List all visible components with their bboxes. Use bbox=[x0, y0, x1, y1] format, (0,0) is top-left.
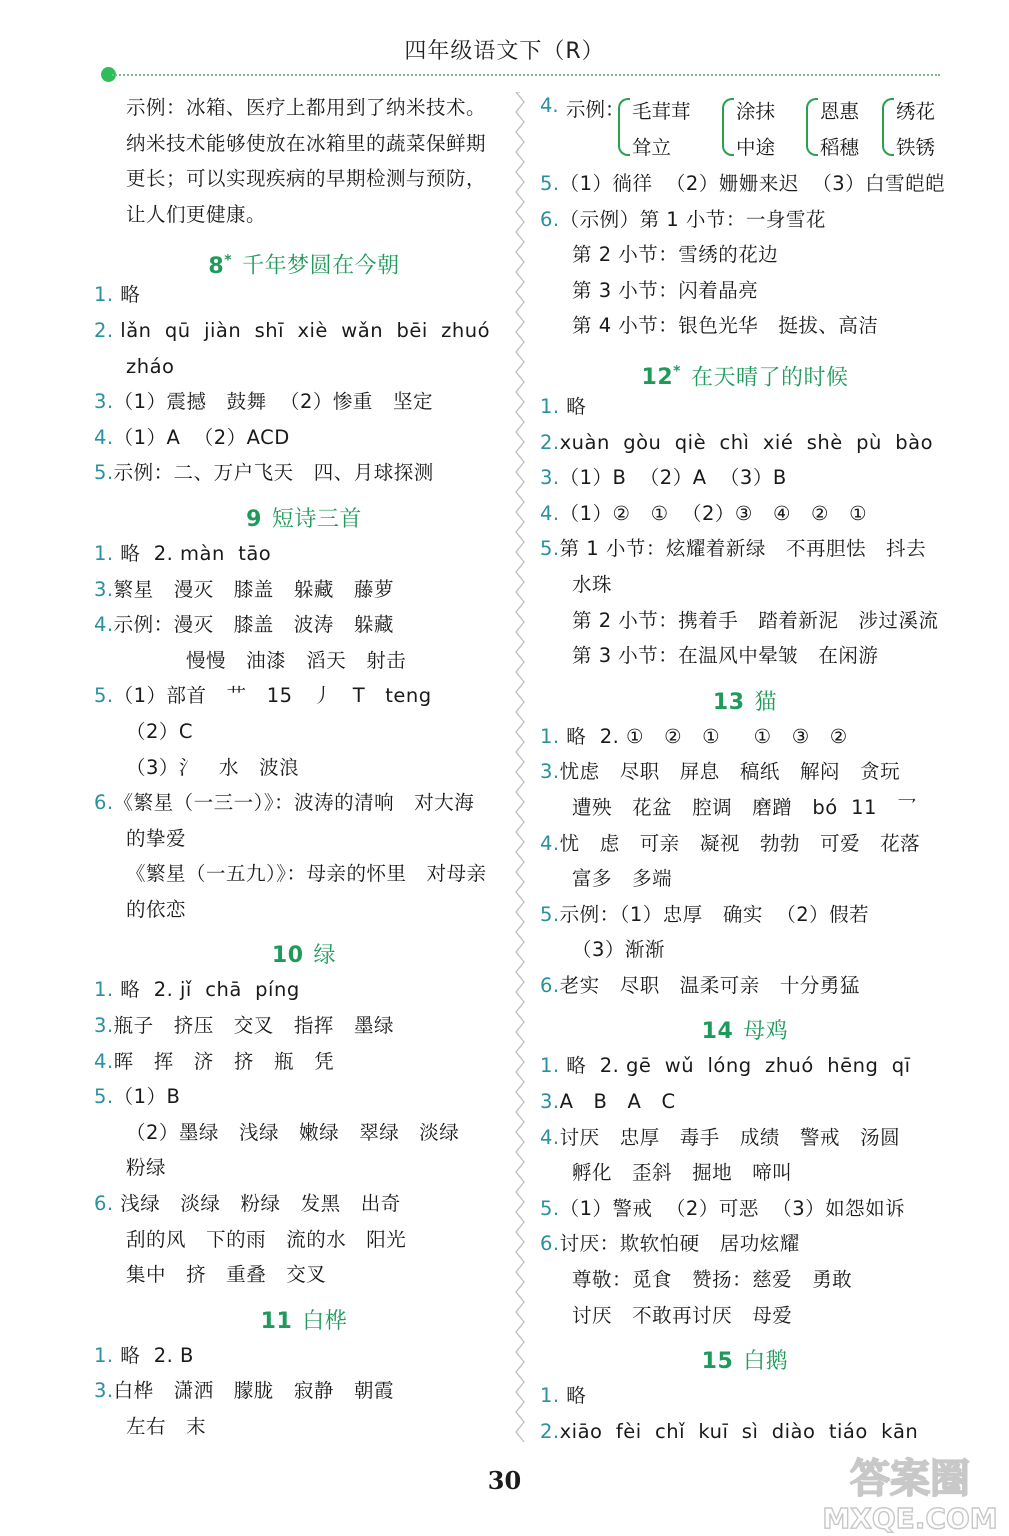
answer-line bbox=[94, 750, 514, 786]
section-heading bbox=[94, 927, 514, 972]
question-number: 6. bbox=[540, 973, 560, 997]
question-number: 3. bbox=[94, 390, 114, 414]
answer-line bbox=[94, 1373, 514, 1409]
answer-text: （示例）第 1 小节：一身雪花 bbox=[559, 207, 826, 231]
brace-bottom-word: 中途 bbox=[736, 136, 776, 159]
answer-text: （1）A （2）ACD bbox=[113, 425, 290, 449]
answer-line bbox=[94, 1150, 514, 1186]
brace-icon bbox=[618, 98, 630, 156]
brace-group bbox=[632, 94, 691, 166]
answer-text: lǎn qū jiàn shī xiè wǎn bēi zhuó bbox=[113, 318, 491, 342]
answer-text: 示例：冰箱、医疗上都用到了纳米技术。 bbox=[126, 96, 487, 119]
answer-line bbox=[94, 1008, 514, 1044]
answer-line bbox=[540, 567, 950, 603]
answer-line bbox=[540, 603, 950, 639]
answer-text: 略 2. B bbox=[113, 1343, 194, 1367]
brace-group bbox=[820, 94, 859, 166]
watermark-logo bbox=[815, 1452, 1005, 1534]
answer-text: 左右 末 bbox=[126, 1415, 207, 1438]
svg-text:MXQE.COM: MXQE.COM bbox=[822, 1502, 998, 1534]
section-number: 8* bbox=[208, 252, 233, 279]
answer-text: 《繁星（一三一）》：波涛的清响 对大海 bbox=[113, 791, 475, 815]
question-number: 1. bbox=[540, 394, 560, 418]
answer-text: 讨厌 忠厚 毒手 成绩 警戒 汤圆 bbox=[559, 1125, 901, 1149]
answer-text: 第 3 小节：闪着晶亮 bbox=[572, 278, 759, 302]
answer-line bbox=[94, 349, 514, 385]
brace-bottom-word: 铁锈 bbox=[896, 136, 936, 159]
answer-text: 略 bbox=[559, 1384, 587, 1408]
question-number: 1. bbox=[94, 1343, 114, 1367]
section-star-mark: * bbox=[673, 363, 681, 380]
answer-line bbox=[94, 1044, 514, 1080]
section-heading bbox=[540, 1333, 950, 1378]
answer-text: 水珠 bbox=[572, 572, 613, 596]
question-number: 1. bbox=[540, 724, 560, 748]
answer-text: 遭殃 花盆 腔调 磨蹭 bó 11 乛 bbox=[572, 795, 917, 819]
question-number: 3. bbox=[94, 577, 114, 601]
question-number: 5. bbox=[540, 902, 560, 926]
section-title: 绿 bbox=[313, 943, 337, 969]
answer-line bbox=[540, 460, 950, 496]
question-number: 3. bbox=[540, 1090, 560, 1114]
answer-line bbox=[540, 1084, 950, 1120]
section-title: 猫 bbox=[754, 689, 778, 715]
question-number: 3. bbox=[540, 466, 560, 490]
section-title: 在天晴了的时候 bbox=[690, 365, 849, 391]
answer-text: 晖 挥 济 挤 瓶 凭 bbox=[113, 1049, 335, 1073]
answer-text: 《繁星（一五九）》：母亲的怀里 对母亲 bbox=[126, 862, 487, 886]
question-number: 2. bbox=[540, 430, 560, 454]
brace-icon bbox=[722, 98, 734, 156]
answer-line bbox=[94, 1079, 514, 1115]
answer-line bbox=[94, 678, 514, 714]
answer-line bbox=[540, 273, 950, 309]
section-title: 短诗三首 bbox=[271, 506, 362, 532]
brace-icon bbox=[882, 98, 894, 156]
section-number: 14 bbox=[701, 1019, 734, 1045]
answer-line bbox=[94, 643, 514, 679]
answer-line bbox=[94, 892, 514, 928]
answer-text: 忧虑 尽职 屏息 稿纸 解闷 贪玩 bbox=[559, 760, 901, 784]
question-number: 4. bbox=[540, 1125, 560, 1149]
answer-text: （1）部首 艹 15 丿 T teng bbox=[113, 684, 432, 708]
answer-text: （1）徜徉 （2）姗姗来迟 （3）白雪皑皑 bbox=[559, 172, 946, 195]
brace-top-word: 涂抹 bbox=[736, 100, 776, 123]
question-number: 4. bbox=[540, 831, 560, 855]
answer-text: （1）B bbox=[113, 1085, 181, 1109]
section-number: 9 bbox=[246, 506, 262, 532]
section-number: 12* bbox=[641, 363, 681, 391]
section-title: 千年梦圆在今朝 bbox=[242, 253, 400, 279]
question-number: 4. bbox=[94, 613, 114, 637]
answer-text: A B A C bbox=[559, 1090, 676, 1114]
answer-text: （2）C bbox=[126, 719, 194, 743]
answer-line bbox=[540, 496, 950, 532]
answer-line bbox=[94, 1222, 514, 1258]
answer-line bbox=[94, 785, 514, 821]
question-number: 5. bbox=[94, 1085, 114, 1109]
question-number: 5. bbox=[94, 461, 114, 485]
question-number: 5. bbox=[540, 1196, 560, 1220]
answer-line bbox=[540, 1298, 950, 1334]
answer-line bbox=[94, 455, 514, 491]
answer-line bbox=[94, 856, 514, 892]
header-dotted-rule bbox=[112, 74, 940, 76]
answer-text: （3）渐渐 bbox=[572, 938, 665, 962]
column-divider bbox=[512, 92, 528, 1448]
question-number: 5. bbox=[540, 537, 560, 561]
answer-line bbox=[540, 826, 950, 862]
answer-line bbox=[94, 1257, 514, 1293]
answer-text: 略 2. jǐ chā píng bbox=[113, 978, 300, 1002]
answer-line bbox=[540, 1120, 950, 1156]
answer-text: （1）② ① （2）③ ④ ② ① bbox=[559, 501, 868, 525]
answer-text: zháo bbox=[126, 354, 175, 378]
answer-line bbox=[540, 1048, 950, 1084]
answer-line bbox=[540, 719, 950, 755]
answer-text: （1）B （2）A （3）B bbox=[559, 466, 787, 490]
answer-line bbox=[540, 1191, 950, 1227]
question-number: 1. bbox=[540, 1054, 560, 1078]
answer-text: 瓶子 挤压 交叉 指挥 墨绿 bbox=[113, 1014, 394, 1038]
answer-line bbox=[94, 90, 514, 126]
answer-text: 粉绿 bbox=[126, 1156, 167, 1180]
section-number: 10 bbox=[271, 943, 304, 969]
answer-text: 示例：（1）忠厚 确实 （2）假若 bbox=[559, 902, 870, 926]
section-number: 11 bbox=[260, 1308, 293, 1334]
answer-line bbox=[540, 1226, 950, 1262]
answer-line bbox=[94, 714, 514, 750]
answer-text: 讨厌：欺软怕硬 居功炫耀 bbox=[559, 1232, 800, 1256]
answer-line bbox=[540, 638, 950, 674]
brace-group bbox=[736, 94, 775, 166]
answer-text: （3）氵 水 波浪 bbox=[126, 755, 300, 779]
answer-line bbox=[94, 1115, 514, 1151]
question-number: 6. bbox=[540, 207, 560, 231]
answer-line bbox=[540, 897, 950, 933]
answer-text: 示例：二、万户飞天 四、月球探测 bbox=[113, 461, 434, 485]
answer-text: 富多 多端 bbox=[572, 867, 673, 891]
answer-line bbox=[94, 821, 514, 857]
brace-bottom-word: 耸立 bbox=[632, 136, 672, 159]
section-number: 13 bbox=[712, 689, 745, 715]
answer-text: 第 1 小节：炫耀着新绿 不再胆怯 抖去 bbox=[559, 537, 927, 561]
answer-text: 慢慢 油漆 滔天 射击 bbox=[186, 648, 407, 672]
question-number: 1. bbox=[94, 541, 114, 565]
question-number: 5. bbox=[540, 172, 560, 195]
answer-line bbox=[94, 1409, 514, 1445]
section-star-mark: * bbox=[224, 252, 233, 269]
question-number: 3. bbox=[94, 1379, 114, 1403]
section-heading bbox=[540, 344, 950, 389]
answer-line bbox=[540, 754, 950, 790]
brace-bottom-word: 稻穗 bbox=[820, 136, 860, 159]
answer-line bbox=[94, 313, 514, 349]
answer-line bbox=[540, 531, 950, 567]
section-title: 母鸡 bbox=[743, 1019, 789, 1045]
page-header-title: 四年级语文下（R） bbox=[404, 39, 605, 64]
answer-text: 第 2 小节：雪绣的花边 bbox=[572, 243, 779, 267]
section-number: 15 bbox=[701, 1349, 734, 1375]
right-column bbox=[540, 90, 950, 1449]
question-number: 3. bbox=[540, 760, 560, 784]
question-number: 4. bbox=[94, 425, 114, 449]
question-number: 1. bbox=[540, 1384, 560, 1408]
answer-text: 略 bbox=[559, 394, 587, 418]
page-number: 30 bbox=[487, 1466, 522, 1495]
answer-text: xiāo fèi chǐ kuī sì diào tiáo kān bbox=[559, 1419, 919, 1443]
answer-line bbox=[94, 384, 514, 420]
question-number: 2. bbox=[540, 1419, 560, 1443]
brace-top-word: 绣花 bbox=[896, 100, 936, 123]
answer-line bbox=[94, 420, 514, 456]
question-label: 示例： bbox=[566, 98, 625, 121]
answer-line bbox=[540, 166, 950, 202]
question-4-brace-row bbox=[540, 90, 950, 166]
answer-text: 集中 挤 重叠 交叉 bbox=[126, 1263, 327, 1287]
answer-text: 的依恋 bbox=[126, 897, 187, 921]
brace-top-word: 毛茸茸 bbox=[632, 100, 691, 123]
answer-text: 第 2 小节：携着手 踏着新泥 涉过溪流 bbox=[572, 608, 939, 632]
answer-text: 略 2. ① ② ① ① ③ ② bbox=[559, 724, 848, 748]
svg-text:答案圈: 答案圈 bbox=[850, 1456, 970, 1502]
section-title: 白鹅 bbox=[743, 1349, 789, 1375]
answer-line bbox=[540, 932, 950, 968]
answer-text: 第 3 小节：在温风中晕皱 在闲游 bbox=[572, 644, 879, 668]
answer-text: 略 bbox=[113, 283, 141, 307]
answer-text: 第 4 小节：银色光华 挺拔、高洁 bbox=[572, 314, 879, 338]
answer-text: 尊敬：觅食 赞扬：慈爱 勇敢 bbox=[572, 1268, 853, 1292]
answer-line bbox=[540, 202, 950, 238]
answer-text: 孵化 歪斜 掘地 啼叫 bbox=[572, 1161, 793, 1185]
section-heading bbox=[94, 232, 514, 277]
question-number: 1. bbox=[94, 978, 114, 1002]
answer-line bbox=[540, 1155, 950, 1191]
question-number: 4. bbox=[94, 1049, 114, 1073]
question-number: 2. bbox=[94, 318, 114, 342]
answer-line bbox=[94, 1186, 514, 1222]
answer-line bbox=[540, 425, 950, 461]
question-number: 4. bbox=[540, 501, 560, 525]
question-number: 4. bbox=[540, 94, 559, 117]
answer-line bbox=[94, 197, 514, 233]
section-heading bbox=[540, 1003, 950, 1048]
answer-line bbox=[540, 1262, 950, 1298]
answer-text: xuàn gòu qiè chì xié shè pù bào bbox=[559, 430, 934, 454]
question-number: 6. bbox=[540, 1232, 560, 1256]
brace-top-word: 恩惠 bbox=[820, 100, 860, 123]
section-heading bbox=[94, 491, 514, 536]
answer-text: 略 2. màn tāo bbox=[113, 541, 272, 565]
answer-text: 更长；可以实现疾病的早期检测与预防， bbox=[126, 167, 487, 191]
answer-line bbox=[540, 1414, 950, 1450]
section-title: 白桦 bbox=[302, 1308, 348, 1334]
answer-line bbox=[540, 968, 950, 1004]
answer-line bbox=[540, 790, 950, 826]
answer-text: 繁星 漫灭 膝盖 躲藏 藤萝 bbox=[113, 577, 394, 601]
question-number: 5. bbox=[94, 684, 114, 708]
answer-text: 讨厌 不敢再讨厌 母爱 bbox=[572, 1303, 793, 1327]
answer-text: 的挚爱 bbox=[126, 826, 187, 850]
answer-line bbox=[94, 126, 514, 162]
answer-text: （1）震撼 鼓舞 （2）惨重 坚定 bbox=[113, 390, 434, 414]
answer-text: 示例：漫灭 膝盖 波涛 躲藏 bbox=[113, 613, 394, 637]
answer-text: 纳米技术能够使放在冰箱里的蔬菜保鲜期 bbox=[126, 131, 487, 155]
answer-text: 浅绿 淡绿 粉绿 发黑 出奇 bbox=[113, 1192, 401, 1216]
answer-text: 刮的风 下的雨 流的水 阳光 bbox=[126, 1227, 407, 1251]
question-number: 6. bbox=[94, 1192, 114, 1216]
left-column bbox=[94, 90, 514, 1445]
answer-line bbox=[94, 572, 514, 608]
answer-text: （2）墨绿 浅绿 嫩绿 翠绿 淡绿 bbox=[126, 1120, 460, 1144]
question-number: 6. bbox=[94, 791, 114, 815]
answer-line bbox=[94, 161, 514, 197]
question-number: 3. bbox=[94, 1014, 114, 1038]
answer-text: 老实 尽职 温柔可亲 十分勇猛 bbox=[559, 973, 860, 997]
answer-text: 忧 虑 可亲 凝视 勃勃 可爱 花落 bbox=[559, 831, 921, 855]
answer-line bbox=[540, 861, 950, 897]
answer-text: 白桦 潇洒 朦胧 寂静 朝霞 bbox=[113, 1379, 394, 1403]
answer-line bbox=[540, 237, 950, 273]
answer-line bbox=[94, 607, 514, 643]
answer-line bbox=[540, 308, 950, 344]
section-heading bbox=[540, 674, 950, 719]
answer-text: 让人们更健康。 bbox=[126, 202, 267, 226]
brace-group bbox=[896, 94, 935, 166]
question-number: 1. bbox=[94, 283, 114, 307]
answer-text: 略 2. gē wǔ lóng zhuó hēng qī bbox=[559, 1054, 911, 1078]
brace-icon bbox=[806, 98, 818, 156]
answer-text: （1）警戒 （2）可恶 （3）如怨如诉 bbox=[559, 1196, 906, 1220]
section-heading bbox=[94, 1293, 514, 1338]
